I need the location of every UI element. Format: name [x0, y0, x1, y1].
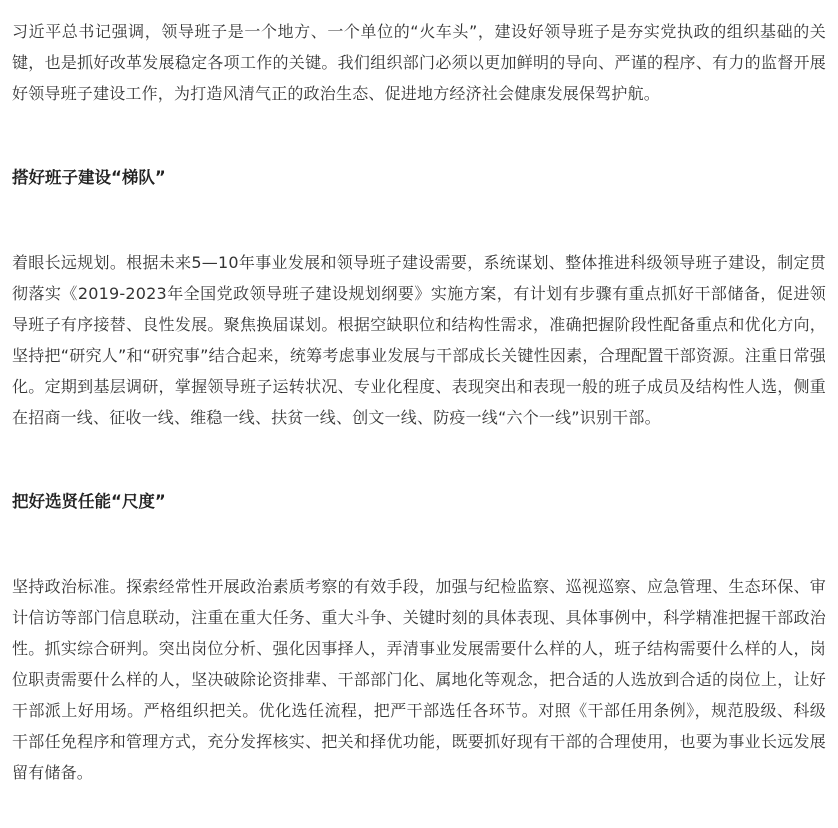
spacer: [12, 433, 826, 486]
spacer: [12, 193, 826, 247]
section-body-talent-selection: 坚持政治标准。探索经常性开展政治素质考察的有效手段，加强与纪检监察、巡视巡察、应急管理、生态环保、审计信访等部门信息联动，注重在重大任务、重大斗争、关键时刻的具体表现、具体事例中，科学精准把握干部政治性。抓实综合研判。突出岗位分析、强化因事择人，弄清事业发展需要什么样的人，班子结构需要什么样的人，岗位职责需要什么样的人，坚决破除论资排辈、干部部门化、属地化等观念，把合适的人选放到合适的岗位上，让好干部派上好用场。严格组织把关。优化选任流程，把严干部选任各环节。对照《干部任用条例》，规范股级、科级干部任免程序和管理方式，充分发挥核实、把关和择优功能，既要抓好现有干部的合理使用，也要为事业长远发展留有储备。: [12, 577, 826, 782]
spacer: [12, 517, 826, 571]
intro-paragraph: 习近平总书记强调，领导班子是一个地方、一个单位的“火车头”，建设好领导班子是夯实党执政的组织基础的关键，也是抓好改革发展稳定各项工作的关键。我们组织部门必须以更加鲜明的导向、严谨的程序、有力的监督开展好领导班子建设工作，为打造风清气正的政治生态、促进地方经济社会健康发展保驾护航。: [12, 22, 826, 103]
section-heading-team-building: 搭好班子建设“梯队”: [12, 168, 166, 187]
section-heading-talent-selection: 把好选贤任能“尺度”: [12, 492, 166, 511]
section-body-team-building: 着眼长远规划。根据未来5—10年事业发展和领导班子建设需要，系统谋划、整体推进科级领导班子建设，制定贯彻落实《2019-2023年全国党政领导班子建设规划纲要》实施方案，有计划有步骤有重点抓好干部储备，促进领导班子有序接替、良性发展。聚焦换届谋划。根据空缺职位和结构性需求，准确把握阶段性配备重点和优化方向，坚持把“研究人”和“研究事”结合起来，统筹考虑事业发展与干部成长关键性因素，合理配置干部资源。注重日常强化。定期到基层调研，掌握领导班子运转状况、专业化程度、表现突出和表现一般的班子成员及结构性人选，侧重在招商一线、征收一线、维稳一线、扶贫一线、创文一线、防疫一线“六个一线”识别干部。: [12, 253, 826, 427]
spacer: [12, 109, 826, 162]
